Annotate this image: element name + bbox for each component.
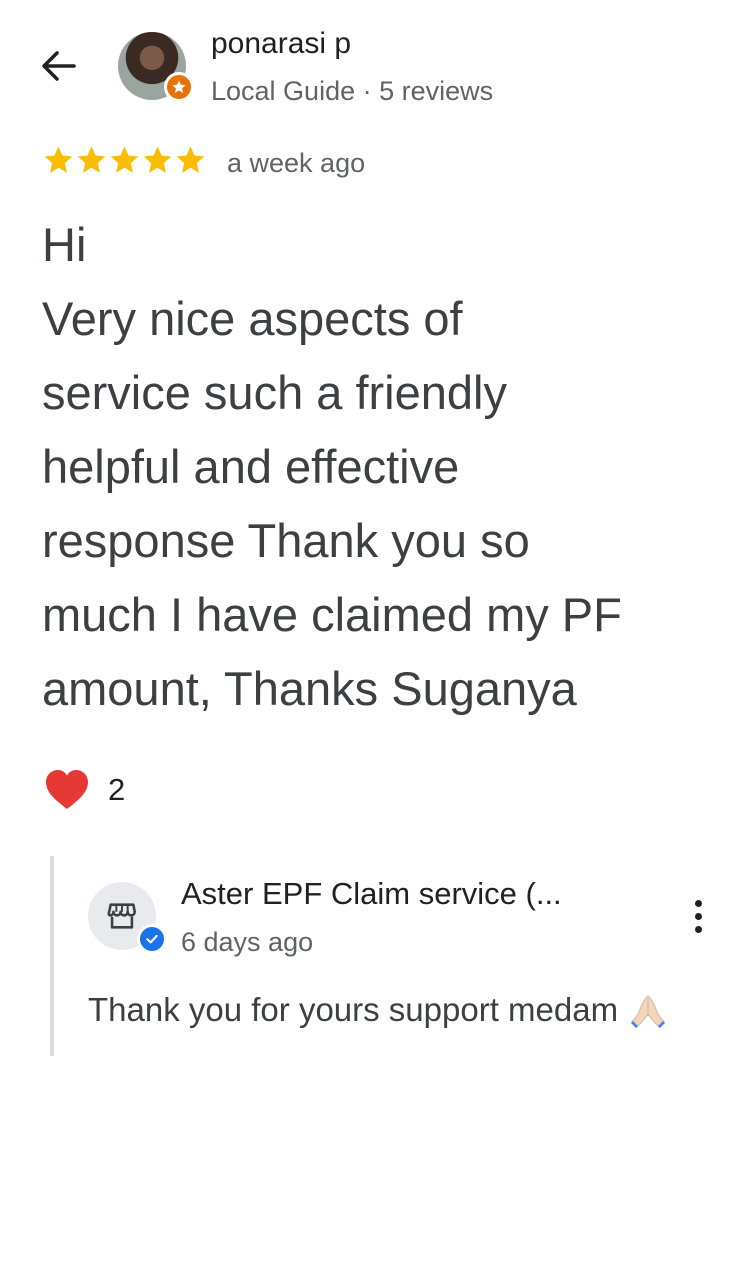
storefront-icon <box>105 899 139 933</box>
star-icon <box>174 144 207 177</box>
star-icon <box>42 144 75 177</box>
back-button[interactable] <box>36 44 80 88</box>
review-text: Hi Very nice aspects of service such a friendly helpful and effective response Thank you so much I have claimed my PF amount, Thanks Suganya <box>42 218 622 715</box>
owner-name[interactable]: Aster EPF Claim service (... <box>181 876 562 911</box>
more-vert-icon[interactable] <box>680 894 716 938</box>
more-dot <box>695 900 702 907</box>
reaction-count: 2 <box>108 772 126 807</box>
star-icon <box>75 144 108 177</box>
folded-hands-icon <box>628 992 668 1032</box>
star-icon <box>141 144 174 177</box>
reply-time: 6 days ago <box>181 927 314 957</box>
author-meta: Local Guide · 5 reviews <box>211 76 494 106</box>
heart-icon[interactable] <box>44 768 90 812</box>
author-name[interactable]: ponarasi p <box>211 27 352 60</box>
star-icon <box>108 144 141 177</box>
more-dot <box>695 926 702 933</box>
reply-text: Thank you for yours support medam <box>88 991 619 1028</box>
local-guide-star-icon <box>164 72 194 102</box>
verified-check-icon <box>137 924 167 954</box>
more-dot <box>695 913 702 920</box>
star-rating <box>42 144 207 177</box>
review-time: a week ago <box>227 148 366 178</box>
reply-divider <box>50 856 54 1056</box>
reply-text-row <box>88 988 668 1032</box>
arrow-back-icon <box>36 44 80 88</box>
